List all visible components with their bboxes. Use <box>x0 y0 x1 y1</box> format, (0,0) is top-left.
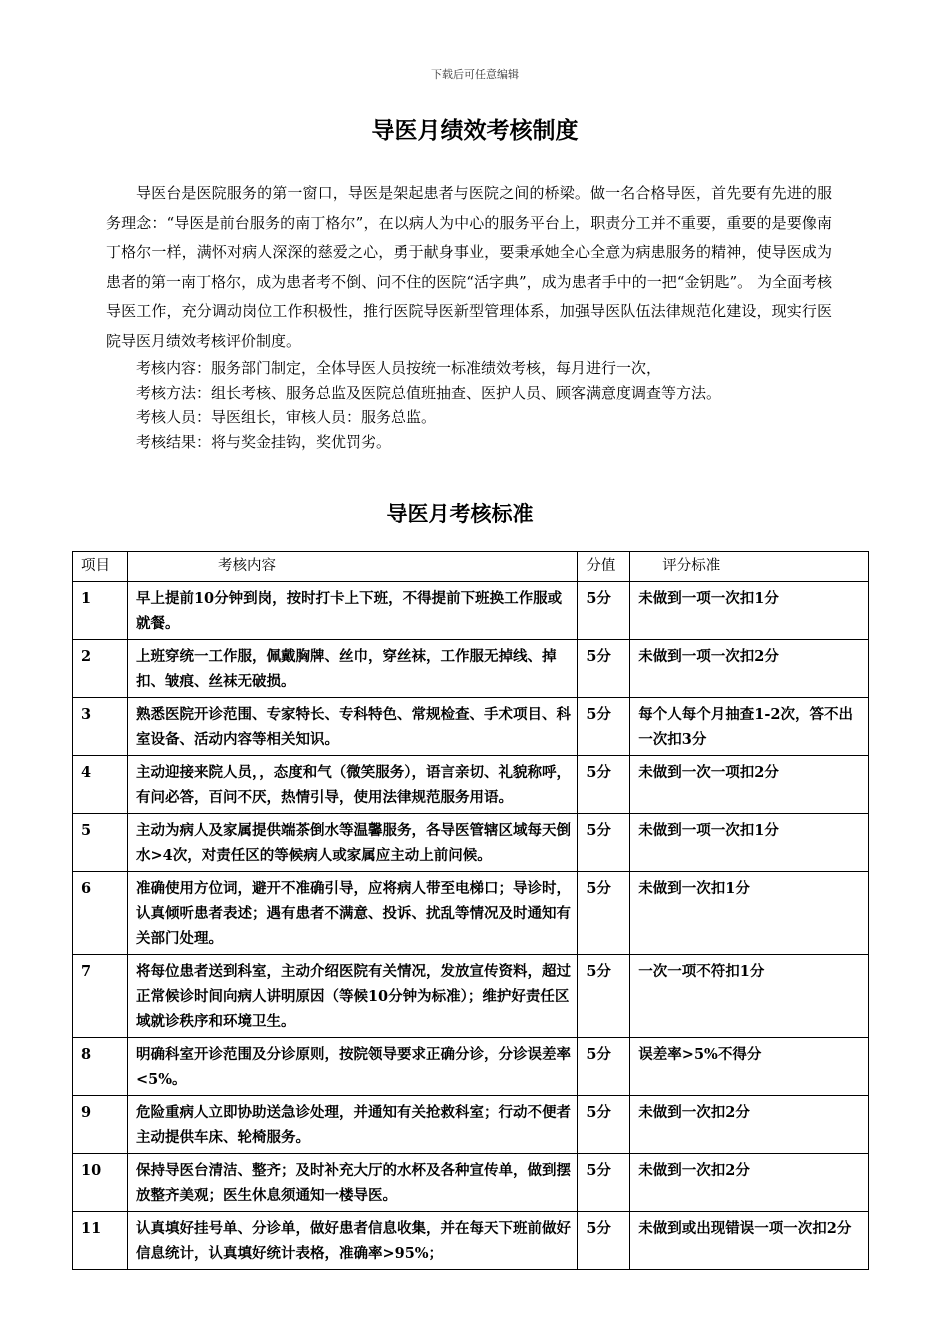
assessment-table <box>72 551 869 1270</box>
table-row <box>73 1096 869 1154</box>
table-row <box>73 1154 869 1212</box>
row-content: 主动为病人及家属提供端茶倒水等温馨服务，各导医管辖区域每天倒水>4次，对责任区的等候病人或家属应主动上前问候。 <box>127 814 577 872</box>
table-row <box>73 955 869 1038</box>
table-row <box>73 640 869 698</box>
row-content: 将每位患者送到科室，主动介绍医院有关情况，发放宣传资料，超过正常候诊时间向病人讲明原因（等候10分钟为标准）；维护好责任区域就诊秩序和环境卫生。 <box>127 955 577 1038</box>
row-criteria: 未做到或出现错误一项一次扣2分 <box>630 1212 869 1270</box>
row-score: 5分 <box>578 955 630 1038</box>
row-score: 5分 <box>578 814 630 872</box>
row-number: 4 <box>73 756 128 814</box>
row-content: 上班穿统一工作服，佩戴胸牌、丝巾，穿丝袜，工作服无掉线、掉扣、皱痕、丝袜无破损。 <box>127 640 577 698</box>
row-criteria: 未做到一项一次扣1分 <box>630 814 869 872</box>
row-score: 5分 <box>578 872 630 955</box>
row-score: 5分 <box>578 756 630 814</box>
intro-section <box>106 179 832 454</box>
row-content: 主动迎接来院人员，，态度和气（微笑服务），语言亲切、礼貌称呼，有问必答，百问不厌，热情引导，使用法律规范服务用语。 <box>127 756 577 814</box>
row-number: 5 <box>73 814 128 872</box>
row-score: 5分 <box>578 582 630 640</box>
row-criteria: 未做到一次扣1分 <box>630 872 869 955</box>
table-row <box>73 1212 869 1270</box>
row-criteria: 未做到一项一次扣1分 <box>630 582 869 640</box>
row-criteria: 未做到一次一项扣2分 <box>630 756 869 814</box>
row-content: 明确科室开诊范围及分诊原则，按院领导要求正确分诊，分诊误差率<5%。 <box>127 1038 577 1096</box>
row-criteria: 未做到一项一次扣2分 <box>630 640 869 698</box>
intro-item-method: 考核方法：组长考核、服务总监及医院总值班抽查、医护人员、顾客满意度调查等方法。 <box>136 383 722 402</box>
row-score: 5分 <box>578 1096 630 1154</box>
row-number: 3 <box>73 698 128 756</box>
row-criteria: 未做到一次扣2分 <box>630 1096 869 1154</box>
intro-item-content: 考核内容：服务部门制定，全体导医人员按统一标准绩效考核，每月进行一次， <box>136 359 662 377</box>
row-number: 7 <box>73 955 128 1038</box>
row-score: 5分 <box>578 1154 630 1212</box>
row-score: 5分 <box>578 698 630 756</box>
row-content: 保持导医台清洁、整齐；及时补充大厅的水杯及各种宣传单，做到摆放整齐美观；医生休息须通知一楼导医。 <box>127 1154 577 1212</box>
table-header-row <box>73 552 869 582</box>
table-row <box>73 872 869 955</box>
row-number: 6 <box>73 872 128 955</box>
row-score: 5分 <box>578 1212 630 1270</box>
row-number: 11 <box>73 1212 128 1270</box>
row-criteria: 误差率>5%不得分 <box>630 1038 869 1096</box>
row-score: 5分 <box>578 1038 630 1096</box>
table-row <box>73 1038 869 1096</box>
table-row <box>73 814 869 872</box>
header-score: 分值 <box>578 552 630 582</box>
header-note: 下载后可任意编辑 <box>431 68 519 81</box>
intro-item-result: 考核结果：将与奖金挂钩，奖优罚劣。 <box>136 432 392 451</box>
row-number: 9 <box>73 1096 128 1154</box>
table-row <box>73 582 869 640</box>
standard-title: 导医月考核标准 <box>386 501 534 526</box>
row-content: 危险重病人立即协助送急诊处理，并通知有关抢救科室；行动不便者主动提供车床、轮椅服务。 <box>127 1096 577 1154</box>
row-content: 早上提前10分钟到岗，按时打卡上下班，不得提前下班换工作服或就餐。 <box>127 582 577 640</box>
row-score: 5分 <box>578 640 630 698</box>
row-content: 认真填好挂号单、分诊单，做好患者信息收集，并在每天下班前做好信息统计，认真填好统计表格，准确率>95%； <box>127 1212 577 1270</box>
row-number: 2 <box>73 640 128 698</box>
row-criteria: 一次一项不符扣1分 <box>630 955 869 1038</box>
table-row <box>73 756 869 814</box>
table-row <box>73 698 869 756</box>
row-content: 准确使用方位词，避开不准确引导，应将病人带至电梯口；导诊时，认真倾听患者表述；遇有患者不满意、投诉、扰乱等情况及时通知有关部门处理。 <box>127 872 577 955</box>
row-number: 1 <box>73 582 128 640</box>
row-number: 8 <box>73 1038 128 1096</box>
header-item: 项目 <box>73 552 128 582</box>
row-number: 10 <box>73 1154 128 1212</box>
header-criteria: 评分标准 <box>630 552 869 582</box>
row-criteria: 每个人每个月抽查1-2次，答不出一次扣3分 <box>630 698 869 756</box>
row-content: 熟悉医院开诊范围、专家特长、专科特色、常规检查、手术项目、科室设备、活动内容等相关知识。 <box>127 698 577 756</box>
intro-paragraph: 导医台是医院服务的第一窗口，导医是架起患者与医院之间的桥梁。做一名合格导医，首先要有先进的服务理念：“导医是前台服务的南丁格尔”，在以病人为中心的服务平台上，职责分工并不重要，重要的是要像南丁格尔一样，满怀对病人深深的慈爱之心，勇于献身事业，要秉承她全心全意为病患服务的精神，使导医成为患者的第一南丁格尔，成为患者考不倒、问不住的医院“活字典”，成为患者手中的一把“金钥匙”。 为全面考核导医工作，充分调动岗位工作积极性，推行医院导医新型管理体系，加强导医队伍法律规范化建设，现实行医院导医月绩效考核评价制度。 <box>106 184 832 350</box>
document-title: 导医月绩效考核制度 <box>371 117 579 144</box>
row-criteria: 未做到一次扣2分 <box>630 1154 869 1212</box>
header-content: 考核内容 <box>127 552 577 582</box>
intro-item-personnel: 考核人员：导医组长，审核人员：服务总监。 <box>136 408 437 426</box>
